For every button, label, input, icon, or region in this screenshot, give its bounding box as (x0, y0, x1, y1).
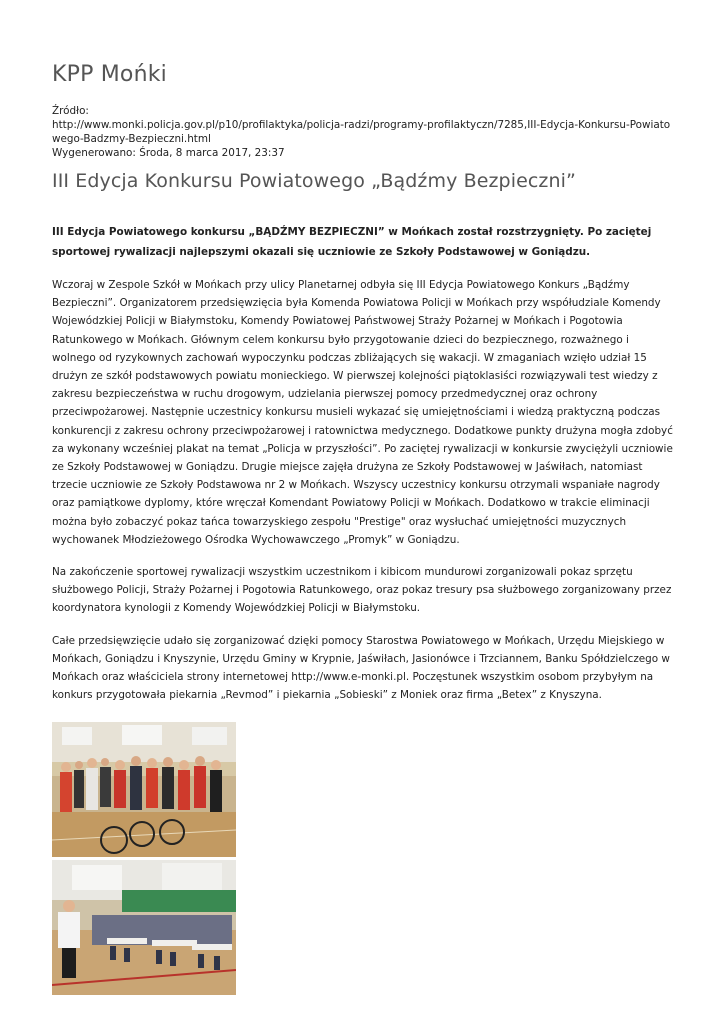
photo-group-with-bicycles[interactable] (52, 722, 236, 857)
source-label: Źródło: (52, 105, 89, 117)
source-meta (52, 104, 674, 160)
article-paragraph-1: Wczoraj w Zespole Szkół w Mońkach przy ulicy Planetarnej odbyła się III Edycja Powiatowego Konkurs „Bądźmy Bezpieczni”. Organizatorem przedsięwzięcia była Komenda Powiatowa Policji w Mońkach przy współudziale Komendy Wojewódzkiej Policji w Białymstoku, Komendy Powiatowej Państwowej Straży Pożarnej w Mońkach i Pogotowia Ratunkowego w Mońkach. Głównym celem konkursu było przygotowanie dzieci do bezpiecznego, rozważnego i wolnego od ryzykownych zachowań wypoczynku podczas zbliżających się wakacji. W zmaganiach wzięło udział 15 drużyn ze szkół podstawowych powiatu monieckiego. W pierwszej kolejności piątoklasiści rozwiązywali test wiedzy z zakresu bezpieczeństwa w ruchu drogowym, udzielania pierwszej pomocy przedmedycznej oraz ochrony przeciwpożarowej. Następnie uczestnicy konkursu musieli wykazać się umiejętnościami i wiedzą praktyczną podczas konkurencji z zakresu ochrony przeciwpożarowej i ratownictwa medycznego. Dodatkowe punkty drużyna mogła zdobyć za wykonany wcześniej plakat na temat „Policja w przyszłości”. Po zaciętej rywalizacji w konkursie zwyciężyli uczniowie ze Szkoły Podstawowej w Goniądzu. Drugie miejsce zajęła drużyna ze Szkoły Podstawowej w Jaświłach, natomiast trzecie uczniowie ze Szkoły Podstawowa nr 2 w Mońkach. Wszyscy uczestnicy konkursu otrzymali wspaniałe nagrody oraz pamiątkowe dyplomy, które wręczał Komendant Powiatowy Policji w Mońkach. Dodatkowo w trakcie eliminacji można było zobaczyć pokaz tańca towarzyskiego zespołu "Prestige" oraz wysłuchać umiejętności muzycznych wychowanek Młodzieżowego Ośrodka Wychowawczego „Promyk” w Goniądzu. (52, 279, 673, 546)
source-url[interactable]: http://www.monki.policja.gov.pl/p10/profilaktyka/policja-radzi/programy-profilaktyczn/7285,III-Edycja-Konkursu-Powiatowego-Badzmy-Bezpieczni.html (52, 119, 671, 145)
article-lead: III Edycja Powiatowego konkursu „BĄDŹMY BEZPIECZNI” w Mońkach został rozstrzygnięty. Po zaciętej sportowej rywalizacji najlepszymi okazali się uczniowie ze Szkoły Podstawowej w Goniądzu. (52, 226, 652, 258)
photo-gym-hall-tables[interactable] (52, 860, 236, 995)
photo-gallery (52, 722, 240, 995)
site-title: KPP Mońki (52, 62, 167, 87)
article-paragraph-2: Na zakończenie sportowej rywalizacji wszystkim uczestnikom i kibicom mundurowi zorganizowali pokaz sprzętu służbowego Policji, Straży Pożarnej i Pogotowia Ratunkowego, oraz pokaz tresury psa służbowego zorganizowany przez koordynatora kynologii z Komendy Wojewódzkiej Policji w Białymstoku. (52, 566, 672, 615)
article-paragraph-3: Całe przedsięwzięcie udało się zorganizować dzięki pomocy Starostwa Powiatowego w Mońkach, Urzędu Miejskiego w Mońkach, Goniądzu i Knyszynie, Urzędu Gminy w Krypnie, Jaświłach, Jasionówce i Trzciannem, Banku Spółdzielczego w Mońkach oraz właściciela strony internetowej http://www.e-monki.pl. Poczęstunek wszystkim osobom przybyłym na konkurs przygotowała piekarnia „Revmod” i piekarnia „Sobieski” z Moniek oraz firma „Betex” z Knyszyna. (52, 634, 670, 702)
article-title: III Edycja Konkursu Powiatowego „Bądźmy Bezpieczni” (52, 170, 576, 192)
document-page (52, 60, 674, 998)
generated-date: Wygenerowano: Środa, 8 marca 2017, 23:37 (52, 147, 285, 159)
